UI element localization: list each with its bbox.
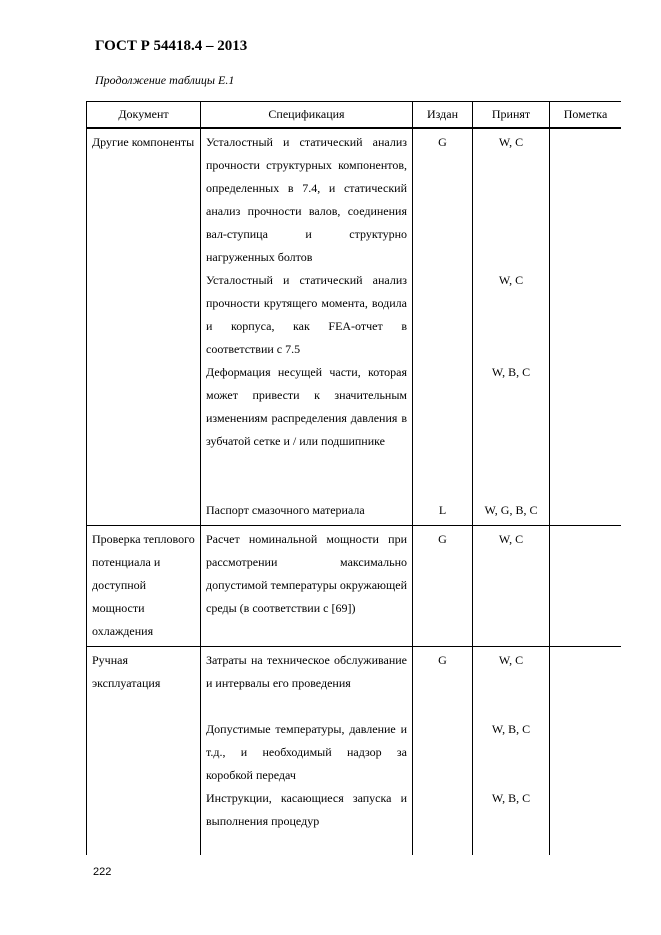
- column-header-note: Пометка: [550, 102, 622, 129]
- accepted-value: W, C: [498, 532, 524, 546]
- spec-item: Расчет номинальной мощности при рассмотрении максимально допустимой температуры окружающей среды (в соответствии с [69]): [206, 532, 407, 615]
- spec-item: Инструкции, касающиеся запуска и выполнения процедур: [206, 791, 407, 828]
- issued-value: L: [438, 503, 447, 517]
- document-cell: Другие компоненты: [87, 128, 201, 526]
- spec-item: Затраты на техническое обслуживание и интервалы его проведения: [206, 653, 407, 690]
- column-header-document: Документ: [87, 102, 201, 129]
- spec-table: [86, 101, 621, 855]
- spec-item: Паспорт смазочного материала: [206, 503, 365, 517]
- accepted-cell: [473, 128, 550, 526]
- accepted-value: W, B, C: [491, 365, 531, 379]
- issued-value: [416, 361, 469, 499]
- column-header-issued: Издан: [413, 102, 473, 129]
- specification-cell: [201, 128, 413, 526]
- accepted-cell: [473, 647, 550, 856]
- issued-value: G: [438, 532, 447, 546]
- page-number: 222: [93, 866, 112, 878]
- issued-cell: [413, 128, 473, 526]
- document-title: ГОСТ Р 54418.4 – 2013: [95, 38, 248, 54]
- issued-value: [416, 787, 469, 855]
- spec-table-container: [86, 101, 621, 855]
- issued-value: [416, 269, 469, 361]
- accepted-cell: [473, 526, 550, 647]
- issued-cell: [413, 526, 473, 647]
- document-cell: Ручная эксплуатация: [87, 647, 201, 856]
- column-header-specification: Спецификация: [201, 102, 413, 129]
- accepted-value: W, B, C: [491, 722, 531, 736]
- specification-cell: [201, 526, 413, 647]
- spec-item: Допустимые температуры, давление и т.д., и необходимый надзор за коробкой передач: [206, 722, 407, 782]
- accepted-value: W, B, C: [491, 791, 531, 805]
- spec-item: Усталостный и статический анализ прочности структурных компонентов, определенных в 7.4, и статический анализ прочности валов, соединения вал-ступица и структурно нагруженных болтов: [206, 135, 407, 264]
- column-header-accepted: Принят: [473, 102, 550, 129]
- accepted-value: W, C: [498, 273, 524, 287]
- document-cell: Проверка теплового потенциала и доступной мощности охлаждения: [87, 526, 201, 647]
- spec-item: Деформация несущей части, которая может привести к значительным изменениям распределения давления в зубчатой сетке и / или подшипнике: [206, 365, 407, 448]
- accepted-value: W, C: [498, 653, 524, 667]
- accepted-value: W, G, B, C: [484, 503, 538, 517]
- issued-value: [416, 718, 469, 787]
- note-cell: [550, 128, 622, 526]
- table-row: [87, 647, 622, 856]
- note-cell: [550, 526, 622, 647]
- table-row: [87, 128, 622, 526]
- accepted-value: W, C: [498, 135, 524, 149]
- issued-cell: [413, 647, 473, 856]
- table-row: [87, 526, 622, 647]
- specification-cell: [201, 647, 413, 856]
- table-caption: Продолжение таблицы Е.1: [95, 73, 235, 87]
- note-cell: [550, 647, 622, 856]
- issued-value: G: [438, 653, 447, 667]
- table-header-row: [87, 102, 622, 129]
- issued-value: G: [438, 135, 447, 149]
- spec-item: Усталостный и статический анализ прочности крутящего момента, водила и корпуса, как FEA-отчет в соответствии с 7.5: [206, 273, 407, 356]
